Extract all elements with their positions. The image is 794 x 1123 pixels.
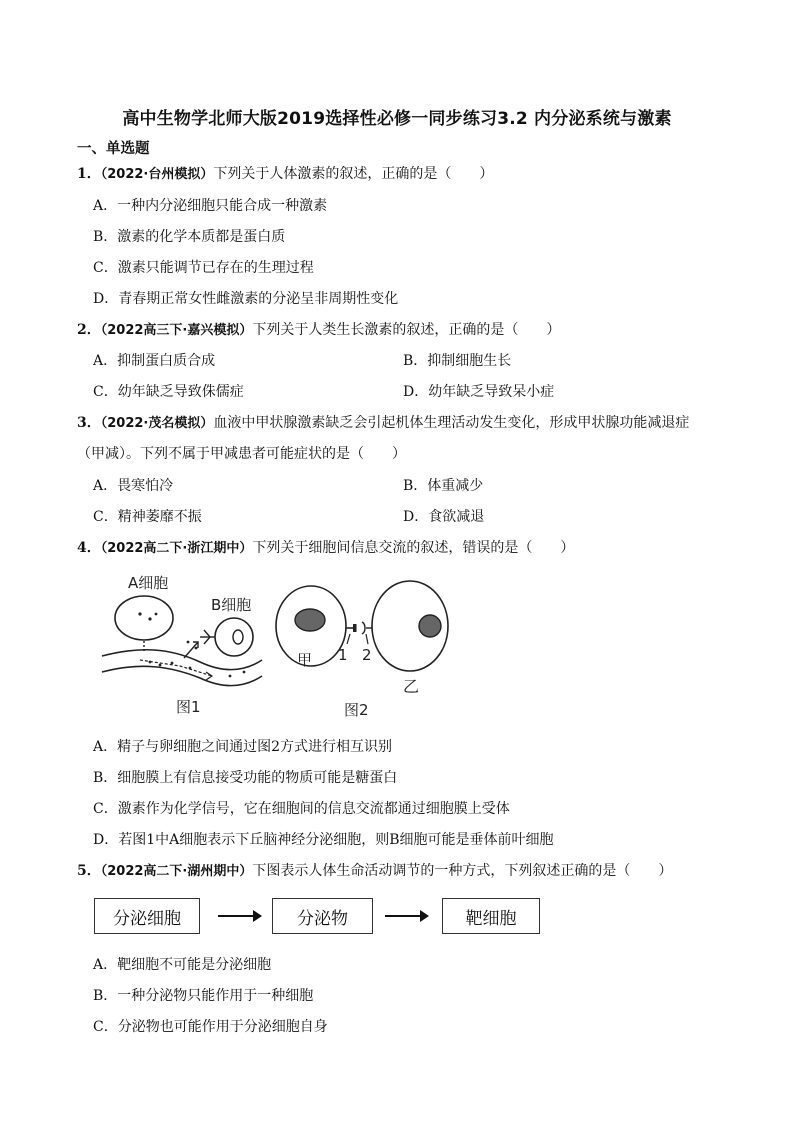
- flow-arrow-head: [206, 672, 212, 680]
- question-text: 下列关于人类生长激素的叙述，正确的是（ ）: [252, 322, 561, 338]
- question-source: （2022高二下·湖州期中）: [100, 864, 253, 879]
- q2-option-b: B．抑制细胞生长: [403, 353, 512, 369]
- hormone-dot: [171, 662, 174, 665]
- pointer-line-1: [347, 634, 350, 644]
- q4-option-b: B．细胞膜上有信息接受功能的物质可能是糖蛋白: [93, 770, 398, 786]
- q1-option-d: D．青春期正常女性雌激素的分泌呈非周期性变化: [93, 291, 399, 307]
- cell-jia-label: 甲: [297, 651, 313, 669]
- secretion-dot: [155, 613, 158, 616]
- q2-option-a: A．抑制蛋白质合成: [93, 353, 216, 369]
- hormone-dot: [229, 675, 232, 678]
- question-number: 1．: [77, 166, 101, 182]
- flow-box-target-cell: 靶细胞: [442, 898, 540, 934]
- q4-option-d: D．若图1中A细胞表示下丘脑神经分泌细胞，则B细胞可能是垂体前叶细胞: [93, 832, 554, 848]
- cell-communication-figure: [100, 568, 460, 728]
- cell-jia-nucleus: [295, 609, 325, 631]
- q2-option-d: D．幼年缺乏导致呆小症: [403, 384, 555, 400]
- hormone-dot: [243, 671, 246, 674]
- question-text: 血液中甲状腺激素缺乏会引起机体生理活动发生变化，形成甲状腺功能减退症: [213, 415, 690, 431]
- flow-box-secretion: 分泌物: [272, 898, 373, 934]
- cell-yi-label: 乙: [403, 677, 420, 696]
- flow-box-secretory-cell: 分泌细胞: [94, 898, 200, 934]
- q4-option-c: C．激素作为化学信号，它在细胞间的信息交流都通过细胞膜上受体: [93, 801, 510, 817]
- question-source: （2022高二下·浙江期中）: [100, 541, 253, 556]
- question-5-stem: [77, 861, 672, 882]
- q3-option-b: B．体重减少: [403, 478, 484, 494]
- q3-option-d: D．食欲减退: [403, 509, 485, 525]
- secretion-dot: [148, 617, 151, 620]
- flow-arrow-2: [385, 915, 427, 917]
- cell-a-label: A细胞: [128, 574, 169, 592]
- cell-yi-nucleus: [419, 615, 441, 637]
- question-text: 下图表示人体生命活动调节的一种方式，下列叙述正确的是（ ）: [252, 863, 673, 879]
- q1-option-a: A．一种内分泌细胞只能合成一种激素: [93, 198, 328, 214]
- q1-option-c: C．激素只能调节已存在的生理过程: [93, 260, 314, 276]
- q5-option-a: A．靶细胞不可能是分泌细胞: [93, 957, 272, 973]
- figure-2: [276, 581, 448, 719]
- hormone-dot: [195, 647, 198, 650]
- question-number: 4．: [77, 540, 101, 556]
- label-1: 1: [338, 646, 348, 664]
- q5-option-b: B．一种分泌物只能作用于一种细胞: [93, 988, 314, 1004]
- q1-option-b: B．激素的化学本质都是蛋白质: [93, 229, 286, 245]
- flow-arrow-1: [218, 915, 260, 917]
- question-3-stem-continued: （甲减）。下列不属于甲减患者可能症状的是（ ）: [77, 446, 406, 462]
- question-number: 5．: [77, 863, 101, 879]
- q5-option-c: C．分泌物也可能作用于分泌细胞自身: [93, 1019, 328, 1035]
- question-4-stem: [77, 538, 574, 559]
- figure-2-caption: 图2: [344, 701, 369, 719]
- question-number: 2．: [77, 322, 101, 338]
- q2-option-c: C．幼年缺乏导致侏儒症: [93, 384, 244, 400]
- receptor: [362, 622, 365, 634]
- question-number: 3．: [77, 415, 101, 431]
- signal-molecule: [353, 624, 357, 632]
- cell-a: [115, 596, 173, 640]
- q3-option-a: A．畏寒怕冷: [93, 478, 174, 494]
- diffusion-arrow: [184, 642, 198, 658]
- q3-option-c: C．精神萎靡不振: [93, 509, 202, 525]
- figure-1-caption: 图1: [176, 698, 201, 716]
- q4-option-a: A．精子与卵细胞之间通过图2方式进行相互识别: [93, 739, 393, 755]
- document-title: 高中生物学北师大版2019选择性必修一同步练习3.2 内分泌系统与激素: [122, 109, 672, 129]
- question-text: 下列关于人体激素的叙述，正确的是（ ）: [213, 166, 494, 182]
- hormone-dot: [159, 664, 162, 667]
- question-1-stem: [77, 164, 493, 185]
- question-source: （2022·茂名模拟）: [100, 416, 214, 431]
- hormone-dot: [187, 641, 190, 644]
- question-2-stem: [77, 320, 560, 341]
- cell-b-nucleus: [233, 630, 243, 644]
- question-source: （2022·台州模拟）: [100, 167, 214, 182]
- question-source: （2022高三下·嘉兴模拟）: [100, 323, 253, 338]
- label-2: 2: [362, 646, 372, 664]
- cell-b-label: B细胞: [211, 596, 252, 614]
- question-3-stem: [77, 413, 689, 434]
- secretion-dot: [138, 612, 141, 615]
- figure-1: [102, 574, 262, 716]
- question-text: 下列关于细胞间信息交流的叙述，错误的是（ ）: [252, 540, 575, 556]
- pointer-line-2: [366, 634, 368, 644]
- section-heading: 一、单选题: [77, 141, 150, 157]
